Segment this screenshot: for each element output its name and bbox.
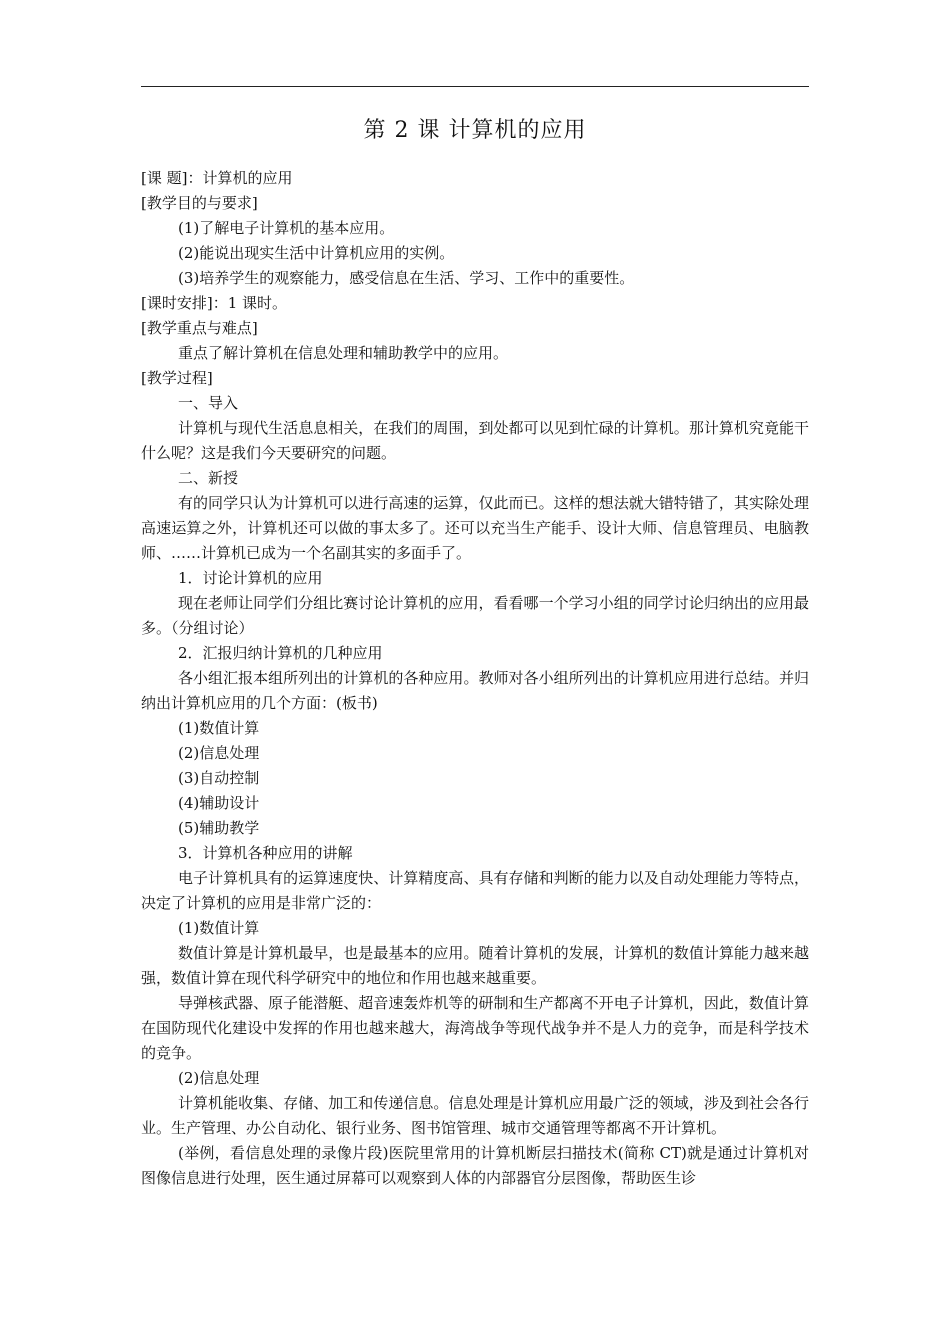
application-item: (5)辅助教学 bbox=[178, 819, 260, 837]
summary-paragraph: 各小组汇报本组所列出的计算机的各种应用。教师对各小组所列出的计算机应用进行总结。并归纳出计算机应用的几个方面：(板书) bbox=[141, 669, 809, 712]
explanation-paragraph: 电子计算机具有的运算速度快、计算精度高、具有存储和判断的能力以及自动处理能力等特点，决定了计算机的应用是非常广泛的： bbox=[141, 869, 809, 912]
new-paragraph: 有的同学只认为计算机可以进行高速的运算，仅此而已。这样的想法就大错特错了，其实除处理高速运算之外，计算机还可以做的事太多了。还可以充当生产能手、设计大师、信息管理员、电脑教师、……计算机已成为一个名副其实的多面手了。 bbox=[141, 494, 809, 562]
information-paragraph: 计算机能收集、存储、加工和传递信息。信息处理是计算机应用最广泛的领域，涉及到社会各行业。生产管理、办公自动化、银行业务、图书馆管理、城市交通管理等都离不开计算机。 bbox=[141, 1094, 809, 1137]
page-title: 第 2 课 计算机的应用 bbox=[363, 118, 587, 143]
header-rule bbox=[141, 86, 809, 87]
key-points-heading: [教学重点与难点] bbox=[141, 319, 258, 337]
intro-paragraph: 计算机与现代生活息息相关，在我们的周围，到处都可以见到忙碌的计算机。那计算机究竟能干什么呢？这是我们今天要研究的问题。 bbox=[141, 419, 809, 462]
hours-line: [课时安排]：1 课时。 bbox=[141, 294, 288, 312]
application-item: (1)数值计算 bbox=[178, 719, 260, 737]
application-item: (2)信息处理 bbox=[178, 744, 260, 762]
goal-item: (2)能说出现实生活中计算机应用的实例。 bbox=[178, 244, 455, 262]
section-heading-new: 二、新授 bbox=[178, 469, 239, 487]
document-body bbox=[141, 166, 809, 1191]
application-subheading: (2)信息处理 bbox=[178, 1069, 260, 1087]
goal-item: (3)培养学生的观察能力，感受信息在生活、学习、工作中的重要性。 bbox=[178, 269, 635, 287]
application-item: (3)自动控制 bbox=[178, 769, 260, 787]
subsection-heading: 1．讨论计算机的应用 bbox=[178, 569, 323, 587]
goal-item: (1)了解电子计算机的基本应用。 bbox=[178, 219, 395, 237]
discussion-paragraph: 现在老师让同学们分组比赛讨论计算机的应用，看看哪一个学习小组的同学讨论归纳出的应用最多。（分组讨论） bbox=[141, 594, 809, 637]
section-heading-intro: 一、导入 bbox=[178, 394, 239, 412]
topic-line: [课 题]：计算机的应用 bbox=[141, 169, 293, 187]
numeric-paragraph: 数值计算是计算机最早，也是最基本的应用。随着计算机的发展，计算机的数值计算能力越来越强，数值计算在现代科学研究中的地位和作用也越来越重要。 bbox=[141, 944, 809, 987]
information-paragraph: (举例，看信息处理的录像片段)医院里常用的计算机断层扫描技术(简称 CT)就是通过计算机对图像信息进行处理，医生通过屏幕可以观察到人体的内部器官分层图像，帮助医生诊 bbox=[141, 1144, 809, 1187]
subsection-heading: 2．汇报归纳计算机的几种应用 bbox=[178, 644, 383, 662]
subsection-heading: 3．计算机各种应用的讲解 bbox=[178, 844, 353, 862]
process-heading: [教学过程] bbox=[141, 369, 213, 387]
numeric-paragraph: 导弹核武器、原子能潜艇、超音速轰炸机等的研制和生产都离不开电子计算机，因此，数值计算在国防现代化建设中发挥的作用也越来越大，海湾战争等现代战争并不是人力的竞争，而是科学技术的竞争。 bbox=[141, 994, 809, 1062]
application-item: (4)辅助设计 bbox=[178, 794, 260, 812]
goals-heading: [教学目的与要求] bbox=[141, 194, 258, 212]
application-subheading: (1)数值计算 bbox=[178, 919, 260, 937]
key-points-text: 重点了解计算机在信息处理和辅助教学中的应用。 bbox=[178, 344, 509, 362]
